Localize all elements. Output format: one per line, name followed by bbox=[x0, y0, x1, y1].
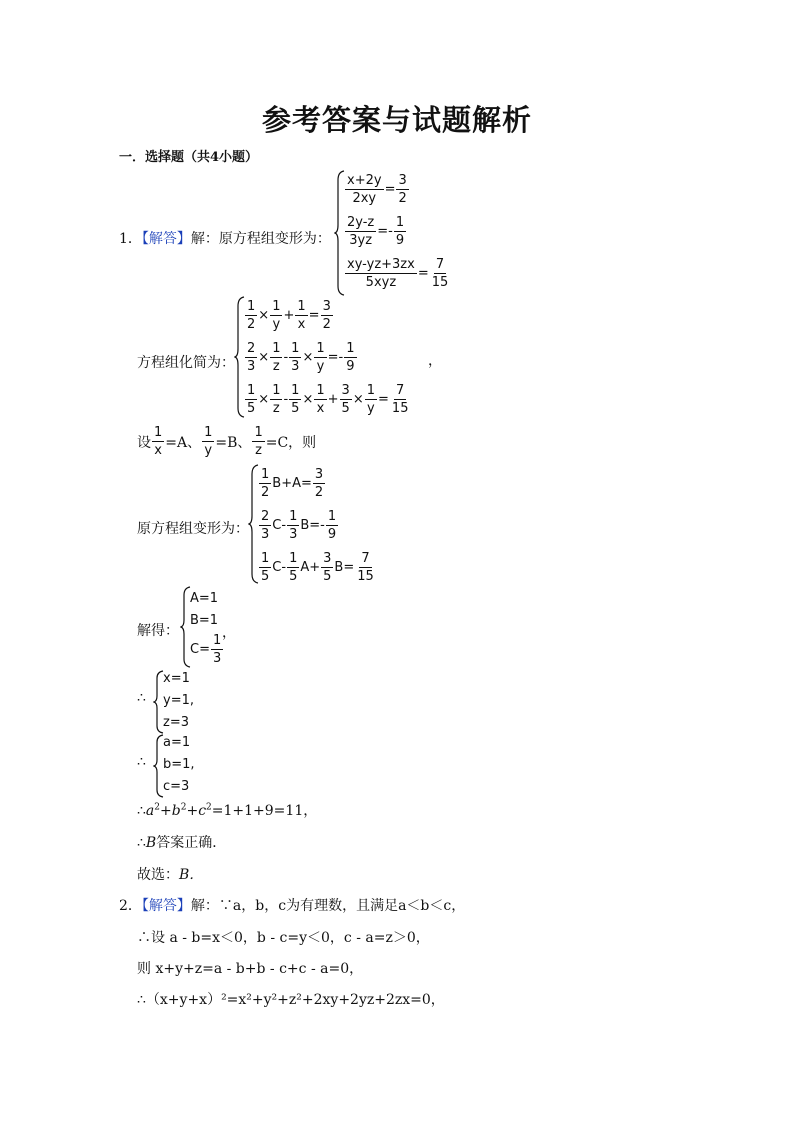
q2-line-2: ∴设 a - b=x＜0，b - c=y＜0，c - a=z＞0， bbox=[137, 930, 430, 946]
solve-comma: ， bbox=[222, 625, 236, 641]
solve-label: 解得： bbox=[137, 623, 179, 639]
simplify-comma: ， bbox=[428, 353, 442, 369]
solve-b: B=1 bbox=[190, 613, 219, 628]
q2-line-3: 则 x+y+z=a - b+b - c+c - a=0， bbox=[137, 961, 364, 977]
system-3 bbox=[258, 462, 377, 588]
q1-number: 1． bbox=[119, 231, 142, 247]
correct-line: ∴B答案正确． bbox=[137, 835, 227, 851]
q2-line-1: 2．【解答】解：∵a，b，c为有理数，且满足a＜b＜c， bbox=[119, 898, 466, 914]
system-1-eq-2: $\frac{2y-z}{3yz}$ =- 1 9 bbox=[347, 214, 405, 248]
system-5 bbox=[163, 668, 194, 734]
q2-line-4: ∴（x+y+x）²=x²+y²+z²+2xy+2yz+2zx=0， bbox=[137, 992, 445, 1008]
system-2-eq-2: $\frac{2}{3}$ × $\frac{1}{z}$ - $\frac{1}{3}$ × $\frac{1}{y}$ =- 1 9 bbox=[247, 340, 355, 374]
z-value: z=3 bbox=[163, 715, 189, 730]
sum-line: $\therefore a^2+b^2+c^2=1+1+9=11$， bbox=[137, 802, 318, 819]
x-value: x=1 bbox=[163, 671, 190, 686]
system-1-eq-1: $\frac{x+2y}{2xy}$ = $\frac{3}{2}$ bbox=[347, 172, 407, 206]
transform-label: 原方程组变形为： bbox=[137, 521, 249, 537]
system-3-eq-3: 1 5 C- 1 5 A+ $\frac{3}{5}$ B= $\frac{7}{15}$ bbox=[261, 550, 374, 584]
system-4 bbox=[190, 588, 224, 667]
q1-answer-tag: 【解答】 bbox=[141, 231, 191, 247]
b-value: b=1, bbox=[163, 757, 195, 772]
y-value: y=1, bbox=[163, 693, 194, 708]
substitution-line: 设 $\frac{1}{x}$ =A、 $\frac{1}{y}$ =B、 $\frac{1}{z}$ =C，则 bbox=[137, 425, 317, 458]
choose-line: 故选：B． bbox=[137, 867, 204, 883]
simplify-label: 方程组化简为： bbox=[137, 355, 235, 371]
system-3-eq-2: 2 3 C- 1 3 B=- 1 9 bbox=[261, 508, 337, 542]
q1-intro bbox=[119, 228, 331, 248]
system-1 bbox=[344, 168, 451, 294]
system-6 bbox=[163, 732, 195, 798]
a-value: a=1 bbox=[163, 735, 191, 750]
solve-c: C= 1 3 bbox=[190, 633, 222, 666]
system-1-eq-3: xy-yz+3zx 5xyz = $\frac{7}{15}$ bbox=[347, 256, 449, 290]
therefore-symbol-2: ∴ bbox=[137, 754, 146, 770]
c-value: c=3 bbox=[163, 779, 190, 794]
page-title: 参考答案与试题解析 bbox=[261, 103, 532, 137]
solve-a: A=1 bbox=[190, 591, 219, 606]
system-2-eq-3: $\frac{1}{5}$ × $\frac{1}{z}$ - $\frac{1}{5}$ × $\frac{1}{x}$ + $\frac{3}{5}$ × $\frac{1}{y}$ = $\frac{7}{15}$ bbox=[247, 382, 409, 416]
system-3-eq-1: 1 2 B+A= $\frac{3}{2}$ bbox=[261, 466, 324, 500]
section-heading: 一．选择题（共4小题） bbox=[119, 150, 259, 165]
q1-intro-text: 解：原方程组变形为： bbox=[190, 231, 331, 247]
q2-answer-tag: 【解答】 bbox=[141, 898, 191, 914]
system-2 bbox=[244, 294, 411, 420]
system-2-eq-1: $\frac{1}{2}$ × $\frac{1}{y}$ + $\frac{1}{x}$ = $\frac{3}{2}$ bbox=[247, 298, 331, 332]
therefore-symbol-1: ∴ bbox=[137, 690, 146, 706]
